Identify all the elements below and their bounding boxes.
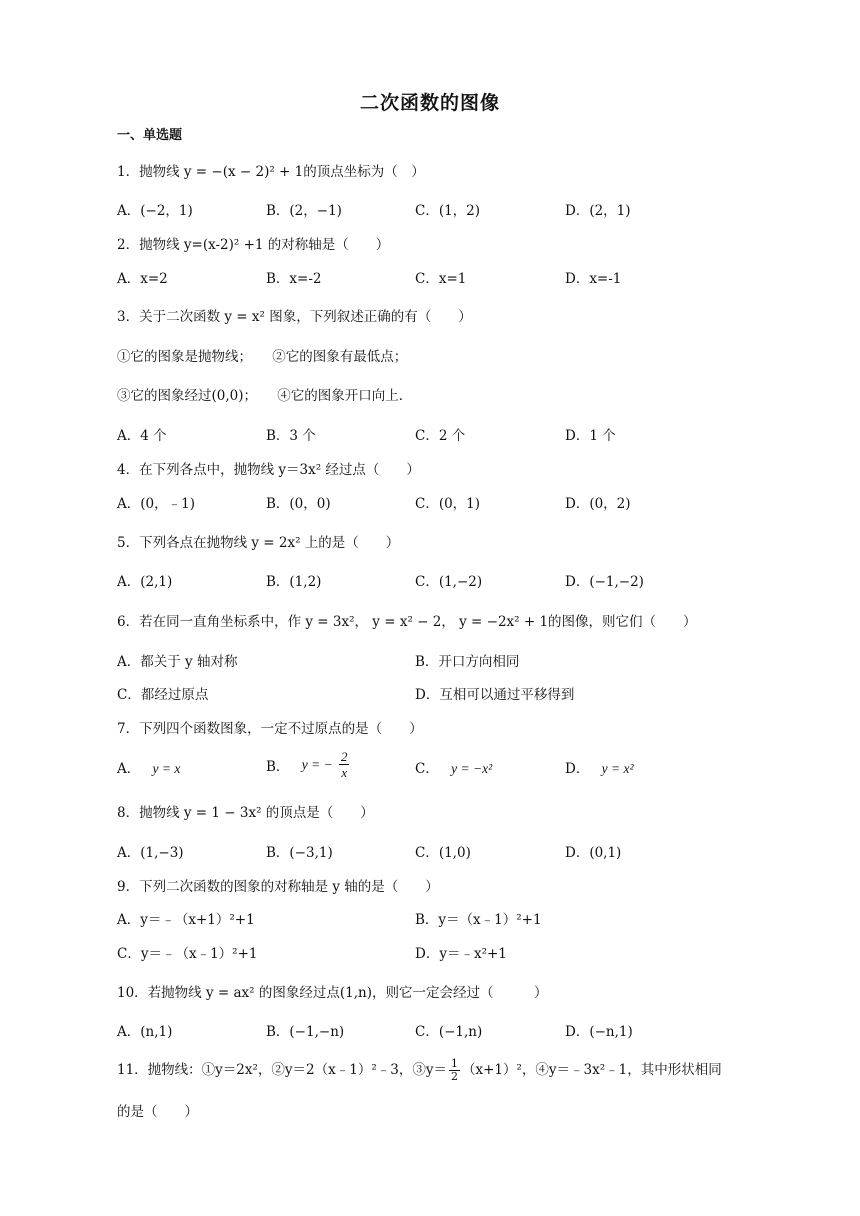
q9-option-c[interactable]: C．y＝﹣（x﹣1）²+1 — [117, 946, 258, 962]
question-1-stem: 1．抛物线 y = −(x − 2)² + 1的顶点坐标为（ ） — [117, 164, 425, 180]
q11-fraction-denominator: 2 — [450, 1070, 458, 1083]
q3-option-b[interactable]: B．3 个 — [266, 428, 316, 444]
q2-option-b[interactable]: B．x=-2 — [266, 271, 322, 287]
question-9-stem: 9．下列二次函数的图象的对称轴是 y 轴的是（ ） — [117, 879, 439, 895]
q7-option-b-fraction: $\frac{2}{x}$ — [340, 749, 348, 780]
page-title: 二次函数的图像 — [359, 92, 500, 114]
q1-option-a[interactable]: A．(−2，1) — [117, 203, 193, 219]
q7-option-b-formula: y = − — [301, 756, 333, 772]
q8-option-d[interactable]: D．(0,1) — [565, 845, 622, 861]
q4-option-d[interactable]: D．(0，2) — [565, 496, 631, 512]
q10-option-a[interactable]: A．(n,1) — [117, 1024, 173, 1040]
question-5-stem: 5．下列各点在抛物线 y = 2x² 上的是（ ） — [117, 535, 400, 551]
q10-option-d[interactable]: D．(−n,1) — [565, 1024, 633, 1040]
q3-statement-1-2: ①它的图象是抛物线； ②它的图象有最低点； — [117, 349, 408, 365]
q7-option-d[interactable] — [565, 757, 634, 777]
q9-option-a[interactable]: A．y＝﹣（x+1）²+1 — [117, 912, 255, 928]
q8-option-a[interactable]: A．(1,−3) — [117, 845, 184, 861]
q3-option-d[interactable]: D．1 个 — [565, 428, 616, 444]
q6-option-d[interactable]: D．互相可以通过平移得到 — [415, 687, 575, 703]
section-heading: 一、单选题 — [117, 128, 183, 143]
question-4-stem: 4．在下列各点中，抛物线 y＝3x² 经过点（ ） — [117, 462, 420, 478]
q11-stem-part-2: （x+1）²，④y＝﹣3x²﹣1，其中形状相同 — [461, 1062, 722, 1078]
q7-option-a-label: A． — [117, 761, 141, 777]
q7-option-c-formula: y = −x² — [451, 761, 493, 776]
q9-option-d[interactable]: D．y＝﹣x²+1 — [415, 946, 507, 962]
question-10-stem: 10．若抛物线 y = ax² 的图象经过点(1,n)，则它一定会经过（ ） — [117, 985, 548, 1001]
q5-option-c[interactable]: C．(1,−2) — [415, 574, 483, 590]
q1-option-d[interactable]: D．(2，1) — [565, 203, 631, 219]
q7-option-c[interactable] — [415, 757, 492, 777]
question-11-stem-continued: 的是（ ） — [117, 1104, 198, 1120]
question-2-stem: 2．抛物线 y=(x-2)² +1 的对称轴是（ ） — [117, 237, 390, 253]
q4-option-c[interactable]: C．(0，1) — [415, 496, 481, 512]
q4-option-a[interactable]: A．(0，﹣1) — [117, 496, 195, 512]
q6-option-b[interactable]: B．开口方向相同 — [415, 654, 520, 670]
q1-option-c[interactable]: C．(1，2) — [415, 203, 481, 219]
q7-option-a[interactable] — [117, 757, 180, 777]
question-6-stem: 6．若在同一直角坐标系中，作 y = 3x²， y = x² − 2， y = −2x² + 1的图像，则它们（ ） — [117, 614, 697, 630]
q6-option-a[interactable]: A．都关于 y 轴对称 — [117, 654, 238, 670]
q7-option-b[interactable] — [266, 749, 351, 780]
q8-option-b[interactable]: B．(−3,1) — [266, 845, 333, 861]
q2-option-c[interactable]: C．x=1 — [415, 271, 467, 287]
question-7-stem: 7．下列四个函数图象，一定不过原点的是（ ） — [117, 721, 423, 737]
q1-option-b[interactable]: B．(2，−1) — [266, 203, 342, 219]
question-11-stem — [117, 1058, 722, 1083]
q2-option-d[interactable]: D．x=-1 — [565, 271, 622, 287]
q5-option-d[interactable]: D．(−1,−2) — [565, 574, 644, 590]
q7-option-d-label: D． — [565, 761, 590, 777]
q7-option-b-label: B． — [266, 758, 290, 775]
q2-option-a[interactable]: A．x=2 — [117, 271, 168, 287]
q3-statement-3-4: ③它的图象经过(0,0)； ④它的图象开口向上． — [117, 388, 413, 404]
q11-fraction-numerator: 1 — [450, 1057, 458, 1070]
q10-option-c[interactable]: C．(−1,n) — [415, 1024, 483, 1040]
q10-option-b[interactable]: B．(−1,−n) — [266, 1024, 345, 1040]
q11-stem-part-1: 11．抛物线：①y＝2x²，②y＝2（x﹣1）²﹣3，③y＝ — [117, 1062, 447, 1078]
question-8-stem: 8．抛物线 y = 1 − 3x² 的顶点是（ ） — [117, 805, 374, 821]
q7-option-d-formula: y = x² — [601, 761, 634, 776]
q9-option-b[interactable]: B．y＝（x﹣1）²+1 — [415, 912, 542, 928]
q8-option-c[interactable]: C．(1,0) — [415, 845, 471, 861]
q7-option-a-formula: y = x — [152, 761, 181, 776]
q7-option-c-label: C． — [415, 761, 439, 777]
q3-option-a[interactable]: A．4 个 — [117, 428, 167, 444]
q6-option-c[interactable]: C．都经过原点 — [117, 687, 209, 703]
q3-option-c[interactable]: C．2 个 — [415, 428, 466, 444]
q5-option-b[interactable]: B．(1,2) — [266, 574, 322, 590]
q4-option-b[interactable]: B．(0，0) — [266, 496, 331, 512]
question-3-stem: 3．关于二次函数 y = x² 图象，下列叙述正确的有（ ） — [117, 309, 472, 325]
q11-fraction — [449, 1058, 460, 1083]
q5-option-a[interactable]: A．(2,1) — [117, 574, 173, 590]
